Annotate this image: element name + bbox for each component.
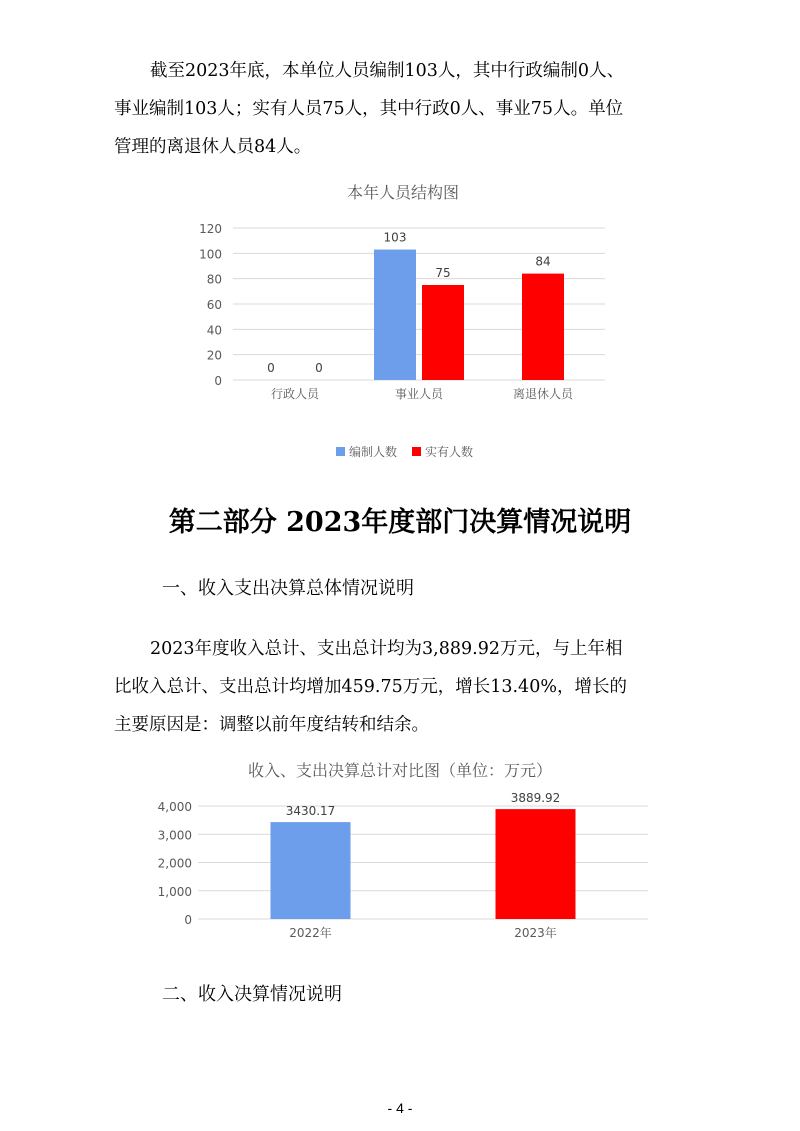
paragraph-line: 事业编制103人；实有人员75人，其中行政0人、事业75人。单位: [114, 99, 624, 119]
data-label: 3430.17: [285, 804, 336, 819]
data-label: 75: [435, 266, 451, 280]
heading-income: 二、收入决算情况说明: [162, 984, 342, 1005]
data-label: 0: [315, 361, 323, 375]
x-tick-label: 2023年: [514, 926, 557, 940]
x-tick-label: 离退休人员: [512, 387, 574, 401]
paragraph-line: 比收入总计、支出总计均增加459.75万元，增长13.40%，增长的: [114, 677, 627, 697]
y-tick-label: 60: [206, 298, 222, 312]
legend-label: 实有人数: [425, 445, 474, 459]
x-tick-label: 行政人员: [270, 387, 320, 401]
y-tick-label: 40: [206, 323, 222, 338]
paragraph-income-expense: [114, 630, 700, 744]
data-label: 3889.92: [510, 791, 561, 806]
page-number: - 4 -: [387, 1100, 413, 1116]
bar: [271, 822, 351, 919]
y-tick-label: 120: [199, 222, 222, 236]
data-label: 84: [535, 254, 551, 269]
x-tick-label: 事业人员: [394, 387, 444, 401]
bar: [496, 809, 576, 919]
y-tick-label: 80: [206, 272, 222, 287]
data-label: 0: [267, 361, 275, 375]
y-tick-label: 20: [206, 348, 222, 363]
paragraph-line: 2023年度收入总计、支出总计均为3,889.92万元，与上年相: [150, 639, 623, 659]
data-label: 103: [383, 230, 407, 245]
section-title: 第二部分 2023年度部门决算情况说明: [168, 507, 632, 538]
y-tick-label: 2,000: [157, 856, 192, 871]
paragraph-line: 主要原因是：调整以前年度结转和结余。: [114, 715, 429, 735]
bar: [374, 250, 416, 380]
staff-structure-chart: [0, 0, 800, 470]
y-tick-label: 100: [199, 247, 222, 262]
y-tick-label: 3,000: [157, 828, 192, 843]
x-tick-label: 2022年: [289, 926, 332, 940]
paragraph-line: 管理的离退休人员84人。: [114, 137, 312, 157]
y-tick-label: 0: [184, 913, 192, 927]
heading-overall: 一、收入支出决算总体情况说明: [162, 578, 414, 599]
y-tick-label: 1,000: [157, 884, 192, 899]
bar: [422, 285, 464, 380]
y-tick-label: 4,000: [157, 800, 192, 814]
y-tick-label: 0: [214, 374, 222, 388]
legend-label: 编制人数: [349, 445, 398, 459]
legend-swatch: [336, 447, 345, 456]
chart-title: 收入、支出决算总计对比图（单位：万元）: [247, 761, 553, 780]
bar: [522, 274, 564, 380]
legend-swatch: [412, 447, 421, 456]
paragraph-line: 截至2023年底，本单位人员编制103人，其中行政编制0人、: [150, 61, 625, 81]
chart-title: 本年人员结构图: [346, 183, 460, 202]
